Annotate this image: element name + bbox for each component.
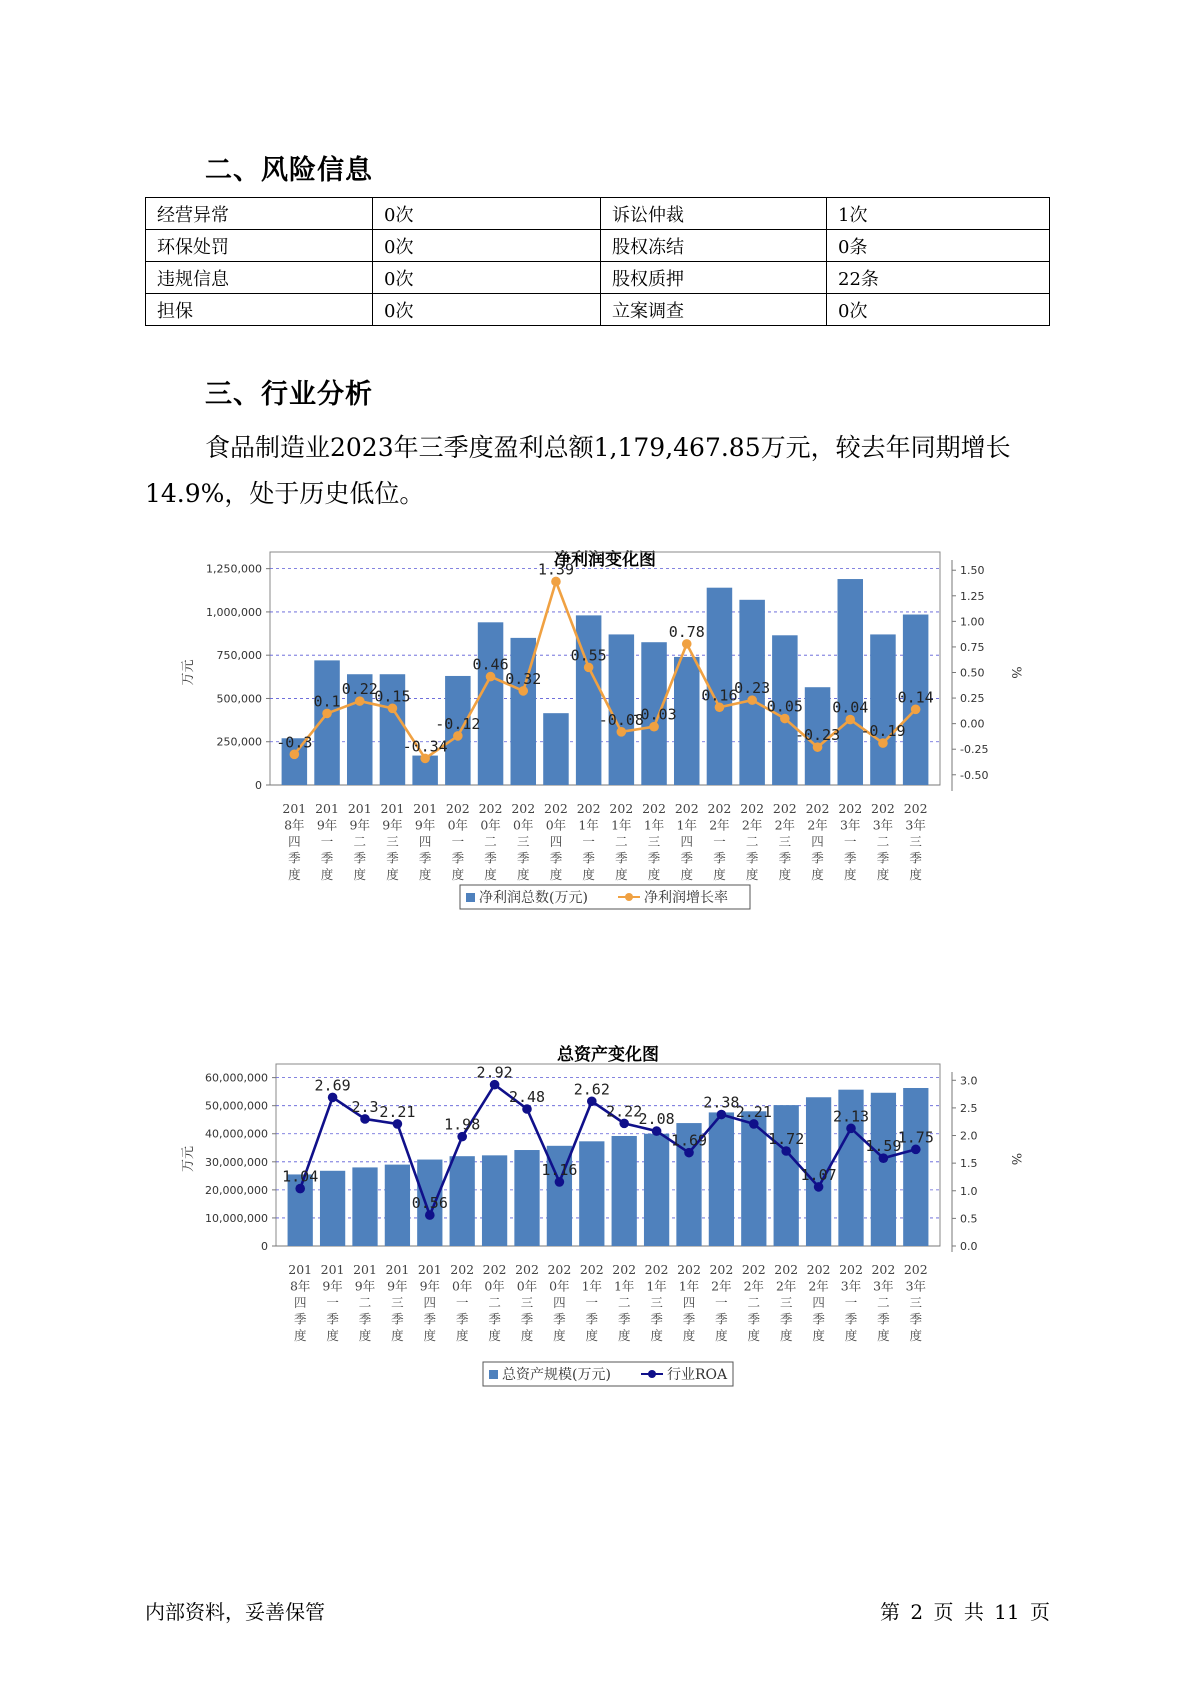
x-tick-label: 202 2年一季度 — [707, 801, 732, 882]
data-label: 2.08 — [638, 1110, 675, 1129]
x-tick-label: 201 8年四季度 — [288, 1262, 313, 1343]
net-profit-chart — [170, 545, 1050, 995]
y2-tick-label: -0.50 — [960, 768, 989, 782]
data-label: 2.22 — [606, 1102, 643, 1121]
x-tick-label: 202 2年一季度 — [709, 1262, 734, 1343]
bar — [352, 1167, 377, 1246]
legend-label-line: 行业ROA — [667, 1367, 728, 1383]
x-tick-label: 202 1年三季度 — [644, 1262, 669, 1343]
data-label: 0.05 — [766, 697, 803, 716]
data-label: 0.55 — [570, 646, 607, 665]
x-tick-label: 202 2年四季度 — [805, 801, 830, 882]
y-tick-label: 30,000,000 — [205, 1155, 268, 1169]
y2-tick-label: 0.50 — [960, 666, 985, 680]
risk-table-row — [146, 230, 1050, 262]
x-tick-label: 202 1年二季度 — [609, 801, 634, 882]
x-tick-label: 202 2年二季度 — [741, 1262, 766, 1343]
x-tick-label: 202 3年二季度 — [871, 1262, 896, 1343]
y2-tick-label: 1.00 — [960, 615, 985, 629]
y2-tick-label: 0.75 — [960, 640, 985, 654]
industry-section-title: 三、行业分析 — [205, 379, 373, 410]
x-tick-label: 202 0年三季度 — [511, 801, 536, 882]
data-label: 0.78 — [668, 622, 705, 641]
y2-tick-label: 0.00 — [960, 717, 985, 731]
risk-item-value: 0次 — [827, 294, 1050, 326]
data-label: 1.98 — [444, 1115, 481, 1134]
data-label: 2.13 — [832, 1107, 870, 1126]
data-label: 2.21 — [735, 1102, 772, 1121]
footer-confidential-note: 内部资料，妥善保管 — [145, 1600, 325, 1624]
data-label: -0.03 — [631, 705, 677, 724]
x-tick-label: 202 0年三季度 — [515, 1262, 539, 1343]
y2-axis-label: % — [1008, 666, 1023, 679]
total-assets-chart-svg — [170, 1040, 1050, 1490]
risk-table-row — [146, 294, 1050, 326]
x-tick-label: 201 9年三季度 — [385, 1262, 410, 1343]
bar — [709, 1112, 734, 1246]
data-label: 0.15 — [374, 687, 411, 706]
data-label: 0.1 — [313, 692, 341, 711]
data-label: 0.32 — [505, 669, 542, 688]
x-tick-label: 201 9年四季度 — [417, 1262, 442, 1343]
bar — [871, 1093, 896, 1246]
x-tick-label: 202 2年二季度 — [740, 801, 765, 882]
data-label: 0.56 — [411, 1194, 448, 1213]
y2-tick-label: 0.5 — [960, 1212, 978, 1226]
risk-item-value: 0次 — [373, 262, 601, 294]
x-tick-label: 202 3年三季度 — [903, 1262, 928, 1343]
x-tick-label: 202 1年四季度 — [677, 1262, 701, 1343]
y-tick-label: 60,000,000 — [205, 1071, 268, 1085]
x-tick-label: 202 0年一季度 — [445, 801, 470, 882]
data-label: 1.07 — [800, 1165, 837, 1184]
bar — [609, 634, 635, 785]
risk-item-value: 0次 — [373, 198, 601, 230]
x-tick-label: 202 1年三季度 — [642, 801, 666, 882]
risk-table-row — [146, 262, 1050, 294]
data-label: 0.23 — [734, 679, 771, 698]
y-tick-label: 250,000 — [216, 735, 262, 749]
x-tick-label: 202 1年四季度 — [674, 801, 699, 882]
data-label: -0.12 — [435, 714, 481, 733]
x-tick-label: 202 2年四季度 — [806, 1262, 831, 1343]
y2-tick-label: -0.25 — [960, 743, 989, 757]
risk-item-value: 0次 — [373, 230, 601, 262]
y2-axis-label: % — [1008, 1152, 1023, 1166]
bar — [482, 1155, 507, 1246]
data-label: 2.62 — [573, 1080, 610, 1099]
y2-tick-label: 1.5 — [960, 1157, 978, 1171]
x-tick-label: 202 2年三季度 — [772, 801, 797, 882]
x-tick-label: 202 0年四季度 — [547, 1262, 572, 1343]
risk-item-value: 1次 — [827, 198, 1050, 230]
data-label: 1.39 — [537, 560, 575, 579]
bar — [870, 634, 896, 785]
x-tick-label: 202 3年一季度 — [839, 1262, 863, 1343]
chart-title: 净利润变化图 — [554, 550, 656, 570]
data-label: 2.3 — [351, 1097, 379, 1116]
data-label: 2.92 — [476, 1063, 513, 1082]
bar — [644, 1134, 669, 1246]
y-axis-label: 万元 — [181, 659, 196, 686]
x-tick-label: 201 9年二季度 — [347, 801, 372, 882]
bar — [774, 1105, 799, 1246]
x-tick-label: 202 1年一季度 — [576, 801, 601, 882]
data-label: -0.3 — [276, 733, 313, 752]
x-tick-label: 201 9年二季度 — [353, 1262, 377, 1343]
x-tick-label: 202 1年二季度 — [612, 1262, 637, 1343]
data-label: 1.59 — [865, 1137, 902, 1156]
risk-item-label: 诉讼仲裁 — [601, 198, 827, 230]
legend — [460, 885, 750, 909]
x-tick-label: 202 0年二季度 — [482, 1262, 507, 1343]
y-tick-label: 0 — [261, 1240, 268, 1253]
y-tick-label: 10,000,000 — [205, 1211, 268, 1225]
x-tick-label: 201 8年四季度 — [282, 801, 307, 882]
risk-item-label: 经营异常 — [146, 198, 373, 230]
risk-item-label: 股权冻结 — [601, 230, 827, 262]
x-tick-label: 202 0年四季度 — [544, 801, 568, 882]
y-tick-label: 500,000 — [216, 692, 262, 706]
legend-swatch-bar — [466, 893, 475, 902]
x-tick-label: 202 0年二季度 — [478, 801, 503, 882]
y2-tick-label: 3.0 — [960, 1074, 978, 1088]
x-tick-label: 201 9年一季度 — [320, 1262, 345, 1343]
bar — [579, 1141, 604, 1246]
x-tick-label: 201 9年三季度 — [380, 801, 405, 882]
data-label: 1.72 — [768, 1129, 805, 1148]
legend-swatch-bar — [489, 1370, 498, 1379]
data-label: 1.16 — [541, 1160, 578, 1179]
y-tick-label: 20,000,000 — [205, 1183, 268, 1197]
x-tick-label: 202 3年一季度 — [838, 801, 863, 882]
y2-tick-label: 2.5 — [960, 1101, 978, 1115]
data-label: -0.23 — [794, 726, 841, 745]
risk-item-label: 违规信息 — [146, 262, 373, 294]
bar — [450, 1156, 475, 1246]
x-tick-label: 202 3年三季度 — [903, 801, 928, 882]
y2-tick-label: 2.0 — [960, 1129, 978, 1143]
data-label: 0.46 — [472, 655, 509, 674]
footer-page-number: 第 2 页 共 11 页 — [880, 1600, 1050, 1624]
data-label: 1.04 — [282, 1167, 319, 1186]
y-tick-label: 750,000 — [216, 649, 262, 663]
risk-item-value: 0条 — [827, 230, 1050, 262]
total-assets-chart — [170, 1040, 1050, 1490]
risk-item-value: 0次 — [373, 294, 601, 326]
data-label: -0.08 — [598, 710, 644, 729]
x-tick-label: 202 3年二季度 — [871, 801, 895, 882]
data-label: 0.16 — [701, 686, 738, 705]
bar — [837, 579, 863, 785]
risk-item-value: 22条 — [827, 262, 1050, 294]
x-tick-label: 201 9年一季度 — [315, 801, 339, 882]
bar — [674, 657, 700, 785]
y-tick-label: 0 — [255, 779, 262, 792]
data-label: 1.69 — [670, 1131, 708, 1150]
legend-label-bar: 净利润总数(万元) — [479, 890, 588, 906]
legend — [483, 1362, 733, 1386]
y-tick-label: 1,000,000 — [206, 605, 262, 619]
data-label: -0.19 — [860, 722, 906, 741]
risk-item-label: 担保 — [146, 294, 373, 326]
bar — [903, 1088, 928, 1246]
data-label: 1.75 — [897, 1128, 934, 1147]
y2-tick-label: 1.50 — [960, 564, 985, 578]
y-tick-label: 50,000,000 — [205, 1099, 268, 1113]
data-label: 2.69 — [314, 1076, 351, 1095]
risk-section-title: 二、风险信息 — [205, 155, 373, 186]
bar — [478, 622, 504, 785]
data-label: 0.14 — [897, 688, 934, 707]
data-label: 2.48 — [508, 1088, 546, 1107]
legend-label-bar: 总资产规模(万元) — [502, 1367, 611, 1383]
risk-item-label: 股权质押 — [601, 262, 827, 294]
net-profit-chart-svg — [170, 545, 1050, 995]
data-label: 0.04 — [832, 698, 869, 717]
risk-item-label: 环保处罚 — [146, 230, 373, 262]
risk-table-row — [146, 198, 1050, 230]
y2-tick-label: 0.25 — [960, 692, 985, 706]
data-label: -0.34 — [402, 737, 448, 756]
bar — [320, 1171, 345, 1246]
data-label: 2.21 — [379, 1102, 416, 1121]
y2-tick-label: 1.0 — [960, 1184, 978, 1198]
industry-paragraph — [145, 425, 1050, 517]
y-tick-label: 1,250,000 — [206, 562, 262, 576]
x-tick-label: 202 0年一季度 — [450, 1262, 475, 1343]
legend-label-line: 净利润增长率 — [644, 890, 728, 906]
bar — [385, 1165, 410, 1246]
bar — [543, 713, 569, 785]
x-tick-label: 201 9年四季度 — [413, 801, 438, 882]
bar — [612, 1136, 637, 1246]
y-tick-label: 40,000,000 — [205, 1127, 268, 1141]
industry-paragraph-text: 食品制造业2023年三季度盈利总额1,179,467.85万元，较去年同期增长14.9%，处于历史低位。 — [145, 433, 1011, 508]
y-axis-label: 万元 — [181, 1145, 196, 1173]
x-tick-label: 202 2年三季度 — [774, 1262, 799, 1343]
chart-title: 总资产变化图 — [557, 1045, 659, 1065]
risk-item-label: 立案调查 — [601, 294, 827, 326]
x-tick-label: 202 1年一季度 — [579, 1262, 604, 1343]
data-label: 2.38 — [703, 1093, 740, 1112]
bar — [514, 1150, 539, 1246]
legend-swatch-marker — [648, 1370, 656, 1378]
legend-swatch-marker — [625, 893, 633, 901]
y2-tick-label: 0.0 — [960, 1240, 978, 1253]
data-label: 0.22 — [341, 680, 378, 699]
risk-table — [145, 197, 1050, 326]
y2-tick-label: 1.25 — [960, 589, 985, 603]
